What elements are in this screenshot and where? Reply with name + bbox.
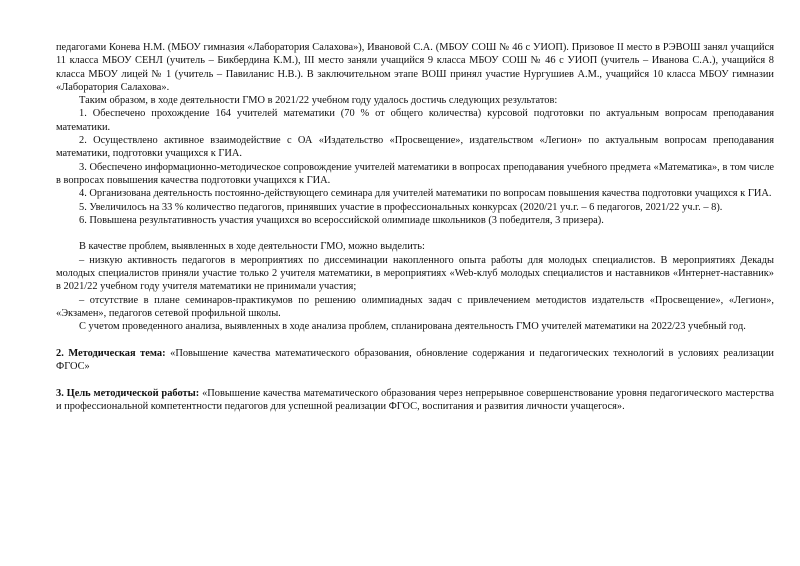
result-item-3: 3. Обеспечено информационно-методическое сопровождение учителей математики в вопросах преподавания учебного предмета «Математика», в том числе в вопросах повышения качества подготовки учащихся к ГИА. [56, 161, 774, 186]
intro-paragraph: педагогами Конева Н.М. (МБОУ гимназия «Лаборатория Салахова»), Ивановой С.А. (МБОУ СОШ № 46 с УИОП). Призовое II место в РЭВОШ занял учащийся 11 класса МБОУ СЕНЛ (учитель – Бикбердина К.М.), III место заняли учащийся 9 класса МБОУ СОШ № 46 с УИОП (учитель – Иванова С.А.), учащийся 8 класса МБОУ лицей № 1 (учитель – Павиланис Н.В.). В заключительном этапе ВОШ принял участие Нургушиев А.М., учащийся 10 класса МБОУ гимназии «Лаборатория Салахова». [56, 42, 774, 93]
spacer [56, 373, 774, 386]
spacer [56, 334, 774, 347]
result-item-6: 6. Повышена результативность участия учащихся во всероссийской олимпиаде школьников (3 победителя, 3 призера). [79, 214, 604, 226]
result-item-1: 1. Обеспечено прохождение 164 учителей математики (70 % от общего количества) курсовой подготовки по актуальным вопросам преподавания математики. [56, 108, 774, 133]
results-intro: Таким образом, в ходе деятельности ГМО в 2021/22 учебном году удалось достичь следующих результатов: [79, 95, 558, 107]
section-text: «Повышение качества математического образования, обновление содержания и педагогических технологий в условиях реализации ФГОС» [56, 347, 774, 373]
spacer [56, 227, 774, 240]
section-methodical-goal [56, 387, 774, 414]
section-heading: 2. Методическая тема: [56, 347, 166, 359]
problems-intro: В качестве проблем, выявленных в ходе деятельности ГМО, можно выделить: [79, 241, 425, 253]
section-methodical-theme [56, 347, 774, 374]
result-item-5: 5. Увеличилось на 33 % количество педагогов, принявших участие в профессиональных конкурсах (2020/21 уч.г. – 6 педагогов, 2021/22 уч.г. – 8). [79, 201, 723, 213]
problem-item-1: – низкую активность педагогов в мероприятиях по диссеминации накопленного опыта работы для молодых специалистов. В мероприятиях Декады молодых специалистов приняли участие только 2 учителя математики, в мероприятиях «Web-клуб молодых специалистов и наставников «Интернет-наставник» в 2021/22 учебном году учителя математики не принимали участия; [56, 254, 774, 293]
result-item-4: 4. Организована деятельность постоянно-действующего семинара для учителей математики по вопросам повышения качества подготовки учащихся к ГИА. [79, 188, 772, 200]
document-page [56, 41, 774, 413]
section-heading: 3. Цель методической работы: [56, 387, 200, 399]
problem-item-2: – отсутствие в плане семинаров-практикумов по решению олимпиадных задач с привлечением методистов издательств «Просвещение», «Легион», «Экзамен», педагогов сетевой профильной школы. [56, 294, 774, 319]
result-item-2: 2. Осуществлено активное взаимодействие с ОА «Издательство «Просвещение», издательством «Легион» по актуальным вопросам преподавания математики, подготовки учащихся к ГИА. [56, 135, 774, 160]
section-text: «Повышение качества математического образования через непрерывное совершенствование уровня педагогического мастерства и профессиональной компетентности педагогов для успешной реализации ФГОС, воспитания и развития личности учащегося». [56, 387, 774, 413]
conclusion-paragraph: С учетом проведенного анализа, выявленных в ходе анализа проблем, спланирована деятельность ГМО учителей математики на 2022/23 учебный год. [79, 321, 746, 333]
